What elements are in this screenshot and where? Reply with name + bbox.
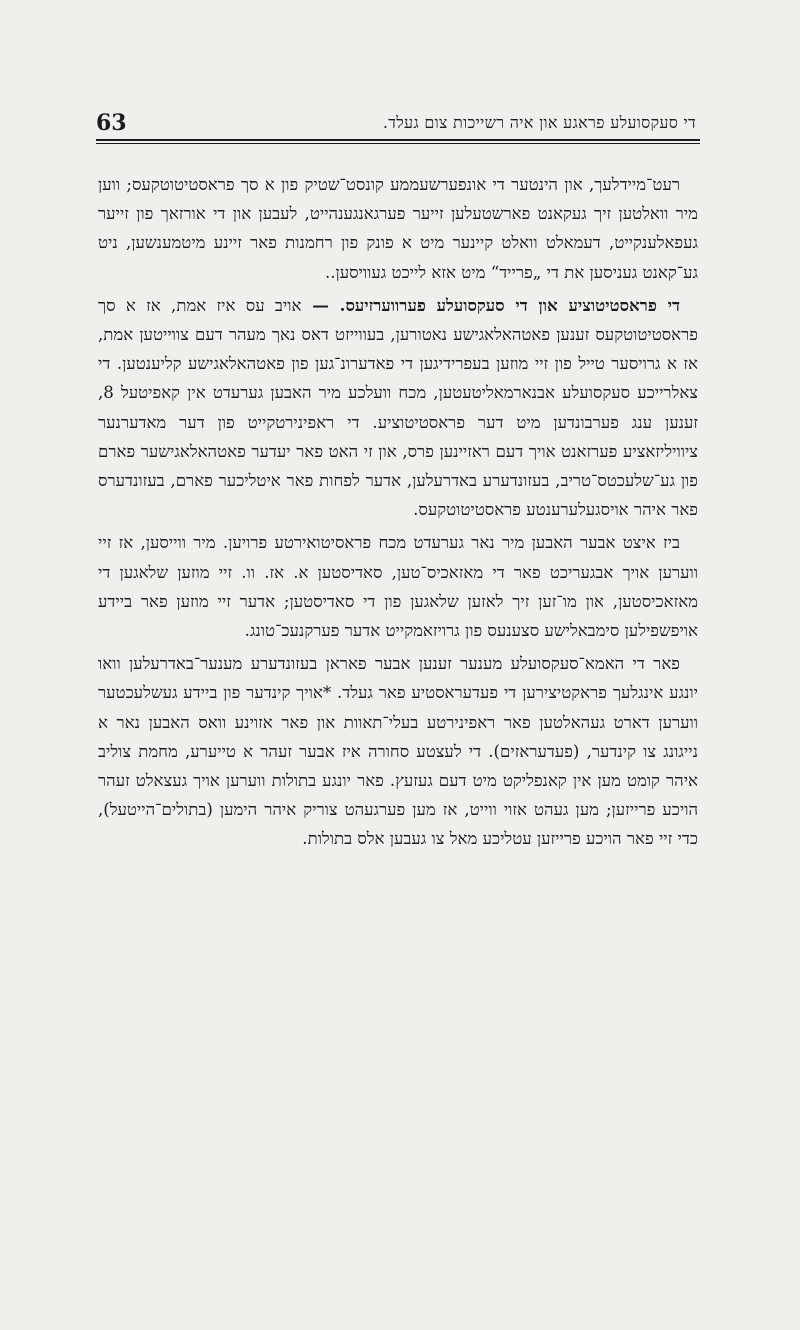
paragraph-3-text: ביז איצט אבער האבען מיר נאר גערעדט מכח פראסיטואירטע פרויען. מיר ווייסען, אז זיי ווערען אויך אבגעריכט פאר די מאזאכיס־טען, סאדיסטען א. אז. וו. זיי מוזען שלאגען די מאזאכיסטען, און מו־זען זיך לאזען שלאגען פון די סאדיסטען; אדער זיי מוזען פאר ביידע אויפשפילען סימבאלישע סצענעס פון גרויזאמקייט אדער פערקנעכ־טונג. [98,533,698,641]
header-rule [96,139,700,141]
running-title: די סעקסועלע פראגע און איה רשייכות צום געלד. [382,113,696,132]
body-text [98,170,698,858]
paragraph-4 [98,649,698,853]
paragraph-1-text: רעט־מיידלעך, און הינטער די אונפערשעממע קונסט־שטיק פון א סך פראסטיטוטקעס; ווען מיר וואלטען זיך געקאנט פארשטעלען זייער פערגאנגענהייט, לעבען און די אורזאך פון זייער געפאלענקייט, דעמאלט וואלט קיינער מיט א פונק פון רחמנות פאר זיינע מיטמענשען, ניט גע־קאנט געניסען את די „פרייד“ מיט אזא לייכט געוויסען.. [98,175,698,282]
page-header [96,108,696,138]
page-number: 63 [96,110,127,136]
paragraph-3 [98,528,698,645]
paragraph-1 [98,170,698,287]
header-rule-thin [96,143,700,144]
section-heading: די פראסטיטוציע און די סעקסועלע פערווערזיעס. — [301,294,680,315]
paragraph-4-text: פאר די האמא־סעקסועלע מענער זענען אבער פאראן בעזונדערע מענער־באדרעלען וואו יונגע אינגלעך פראקטיצירען די פעדעראסטיע פאר געלד. *אויך קינדער פון ביידע געשלעכטער ווערען דארט געהאלטען פאר ראפינירטע בעלי־תאוות און פאר אזוינע וואס האבען נאר א נייגונג צו קינדער, (פעדעראזים). די לעצטע סחורה איז אבער זעהר א טייערע, מחמת צוליב איהר קומט מען אין קאנפליקט מיט דעם געזעץ. פאר יונגע בתולות ווערען אויך געצאלט זעהר הויכע פרייזען; מען געהט אזוי ווייט, אז מען פערגעהט צוריק איהר הימען (בתולים־הייטעל), כדי זיי פאר הויכע פרייזען עטליכע מאל צו געבען אלס בתולות. [98,654,698,849]
paragraph-2 [98,291,698,525]
paragraph-2-text: אויב עס איז אמת, אז א סך פראסטיטוטקעס זענען פאטהאלאגישע נאטורען, בעווייזט דאס נאך מעהר דעם צווייטען אמת, אז א גרויסער טייל פון זיי מוזען בעפרידיגען די פאדערונ־גען פון פאטהאלאגישע קליענטען. די צאלרייכע סעקסועלע אבנארמאליטעטען, מכח וועלכע מיר האבען גערעדט אין קאפיטעל 8, זענען ענג פערבונדען מיט דער פראסטיטוציע. די ראפינירטקייט פון דער מאדערנער ציוויליזאציע פערזאנט אויך דעם ראזיינען פרס, און זי האט פאר יעדער פאטהאלאגישער פארם פון גע־שלעכטס־טריב, בעזונדערע באדרעלען, אדער לפחות פאר איטליכער פארם, בעזונדערס פאר איהר אויסגעלערענטע פראסטיטוטקעס. [98,295,698,520]
